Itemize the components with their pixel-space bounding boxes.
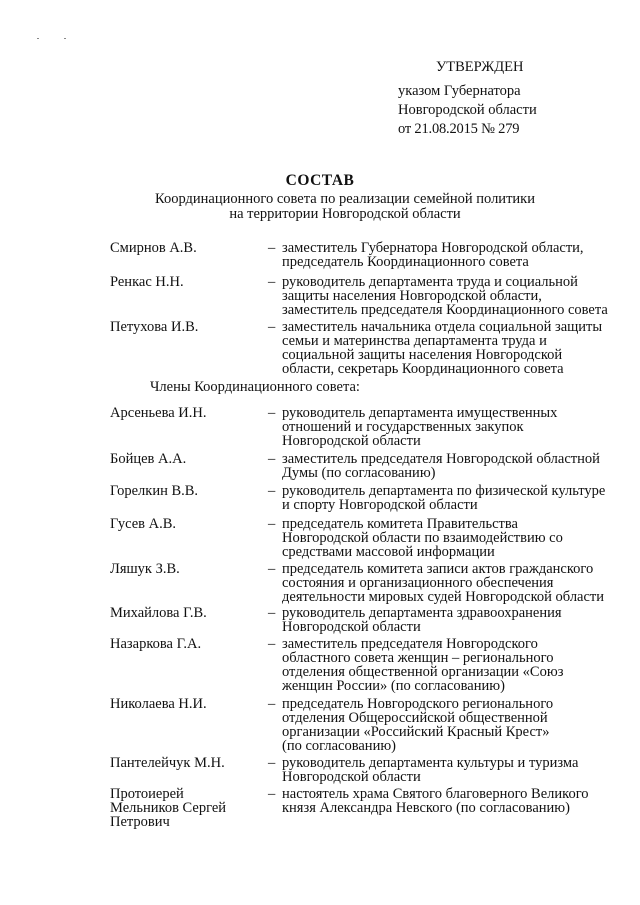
position-line: Новгородской области — [282, 619, 421, 635]
person-name — [110, 787, 260, 829]
person-position — [282, 787, 622, 815]
dash-separator: – — [268, 319, 276, 335]
dash-separator: – — [268, 405, 276, 421]
dash-separator: – — [268, 636, 276, 652]
person-position — [282, 275, 622, 317]
position-line: области, секретарь Координационного совета — [282, 361, 564, 377]
person-name-line: Бойцев А.А. — [110, 451, 187, 467]
person-name-line: Смирнов А.В. — [110, 240, 197, 256]
position-line: председатель Новгородского регионального — [282, 696, 554, 712]
person-name — [110, 275, 260, 289]
person-position — [282, 452, 622, 480]
person-name-line: Протоиерей — [110, 786, 184, 802]
person-position — [282, 637, 622, 693]
document-subtitle — [140, 192, 550, 222]
position-line: деятельности мировых судей Новгородской области — [282, 589, 605, 605]
person-name — [110, 606, 260, 620]
subtitle-line: Координационного совета по реализации семейной политики — [155, 191, 535, 207]
position-line: руководитель департамента имущественных — [282, 405, 558, 421]
subtitle-line: на территории Новгородской области — [229, 206, 461, 222]
position-line: защиты населения Новгородской области, — [282, 288, 542, 304]
person-name — [110, 241, 260, 255]
position-line: заместитель председателя Новгородского — [282, 636, 538, 652]
dash-separator: – — [268, 605, 276, 621]
position-line: отделения общественной организации «Союз — [282, 664, 564, 680]
person-name-line: Петухова И.В. — [110, 319, 199, 335]
person-position — [282, 697, 622, 753]
approval-line: указом Губернатора — [398, 83, 521, 99]
person-position — [282, 406, 622, 448]
position-line: семьи и материнства департамента труда и — [282, 333, 547, 349]
dash-separator: – — [268, 516, 276, 532]
position-line: руководитель департамента культуры и туризма — [282, 755, 579, 771]
person-position — [282, 241, 622, 269]
approval-heading: УТВЕРЖДЕН — [436, 59, 524, 75]
person-name-line: Ренкас Н.Н. — [110, 274, 184, 290]
dash-separator: – — [268, 755, 276, 771]
dash-separator: – — [268, 451, 276, 467]
position-line: руководитель департамента труда и социальной — [282, 274, 578, 290]
person-name — [110, 452, 260, 466]
dash-separator: – — [268, 483, 276, 499]
position-line: председатель Координационного совета — [282, 254, 529, 270]
position-line: женщин России» (по согласованию) — [282, 678, 505, 694]
person-position — [282, 484, 622, 512]
approval-date: от 21.08.2015 № 279 — [398, 121, 520, 137]
approval-block — [398, 58, 537, 139]
person-position — [282, 320, 622, 376]
position-line: князя Александра Невского (по согласованию) — [282, 800, 570, 816]
person-name-line: Горелкин В.В. — [110, 483, 199, 499]
person-name-line: Петрович — [110, 814, 170, 830]
person-name-line: Михайлова Г.В. — [110, 605, 207, 621]
scan-speck — [64, 38, 66, 39]
position-line: председатель комитета записи актов гражданского — [282, 561, 594, 577]
position-line: и спорту Новгородской области — [282, 497, 478, 513]
person-name — [110, 320, 260, 334]
position-line: социальной защиты населения Новгородской — [282, 347, 563, 363]
person-name-line: Ляшук З.В. — [110, 561, 180, 577]
person-name-line: Пантелейчук М.Н. — [110, 755, 225, 771]
dash-separator: – — [268, 786, 276, 802]
position-line: отделения Общероссийской общественной — [282, 710, 548, 726]
dash-separator: – — [268, 561, 276, 577]
position-line: областного совета женщин – регионального — [282, 650, 554, 666]
person-name — [110, 756, 260, 770]
position-line: Новгородской области — [282, 433, 421, 449]
position-line: Новгородской области — [282, 769, 421, 785]
position-line: средствами массовой информации — [282, 544, 495, 560]
person-name — [110, 517, 260, 531]
document-title: СОСТАВ — [285, 172, 355, 189]
position-line: Думы (по согласованию) — [282, 465, 436, 481]
approval-line: Новгородской области — [398, 102, 537, 118]
position-line: заместитель начальника отдела социальной защиты — [282, 319, 603, 335]
position-line: настоятель храма Святого благоверного Великого — [282, 786, 589, 802]
person-name — [110, 562, 260, 576]
dash-separator: – — [268, 240, 276, 256]
person-position — [282, 756, 622, 784]
person-name-line: Арсеньева И.Н. — [110, 405, 207, 421]
position-line: руководитель департамента по физической культуре — [282, 483, 606, 499]
person-position — [282, 606, 622, 634]
person-name-line: Гусев А.В. — [110, 516, 176, 532]
members-heading: Члены Координационного совета: — [150, 379, 360, 395]
dash-separator: – — [268, 274, 276, 290]
dash-separator: – — [268, 696, 276, 712]
person-name — [110, 406, 260, 420]
person-name — [110, 697, 260, 711]
position-line: отношений и государственных закупок — [282, 419, 524, 435]
position-line: заместитель председателя Координационного совета — [282, 302, 608, 318]
person-name-line: Назаркова Г.А. — [110, 636, 202, 652]
position-line: состояния и организационного обеспечения — [282, 575, 554, 591]
position-line: заместитель Губернатора Новгородской области, — [282, 240, 584, 256]
person-position — [282, 517, 622, 559]
position-line: председатель комитета Правительства — [282, 516, 518, 532]
position-line: руководитель департамента здравоохранения — [282, 605, 562, 621]
person-position — [282, 562, 622, 604]
position-line: Новгородской области по взаимодействию со — [282, 530, 563, 546]
person-name-line: Николаева Н.И. — [110, 696, 207, 712]
scan-speck — [37, 38, 39, 39]
person-name — [110, 637, 260, 651]
person-name-line: Мельников Сергей — [110, 800, 227, 816]
position-line: заместитель председателя Новгородской областной — [282, 451, 600, 467]
person-name — [110, 484, 260, 498]
position-line: (по согласованию) — [282, 738, 396, 754]
position-line: организации «Российский Красный Крест» — [282, 724, 550, 740]
